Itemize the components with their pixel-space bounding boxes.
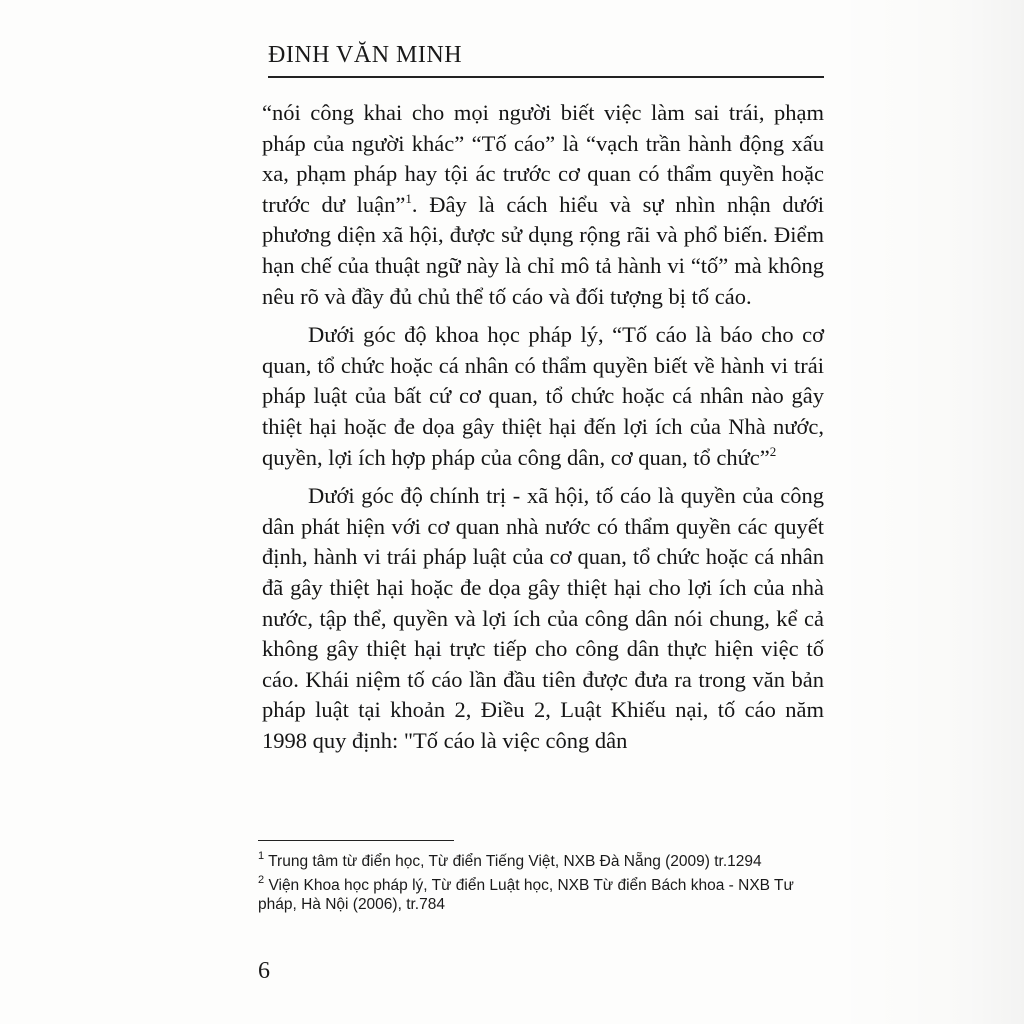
footnote-text: Trung tâm từ điển học, Từ điển Tiếng Việt, NXB Đà Nẵng (2009) tr.1294 [268, 853, 762, 870]
paragraph-2 [262, 320, 824, 473]
footnote-ref-1: 1 [405, 190, 412, 206]
paragraph-1-text-a: “nói công khai cho mọi người biết việc làm sai trái, phạm pháp của người khác” “Tố cáo” là “vạch trần hành động xấu xa, phạm pháp hay tội ác trước cơ quan có thẩm quyền hoặc trước dư luận” [262, 100, 824, 217]
footnote-ref-2: 2 [769, 443, 777, 459]
paragraph-2-text: Dưới góc độ khoa học pháp lý, “Tố cáo là báo cho cơ quan, tổ chức hoặc cá nhân có thẩm quyền biết về hành vi trái pháp luật của bất cứ cơ quan, tổ chức hoặc cá nhân nào gây thiệt hại hoặc đe dọa gây thiệt hại đến lợi ích của Nhà nước, quyền, lợi ích hợp pháp của công dân, cơ quan, tổ chức” [262, 322, 824, 470]
page-shadow [834, 0, 1024, 1024]
running-header-author: ĐINH VĂN MINH [268, 42, 463, 68]
paragraph-3-text: Dưới góc độ chính trị - xã hội, tố cáo là quyền của công dân phát hiện với cơ quan nhà nước có thẩm quyền các quyết định, hành vi trái pháp luật của cơ quan, tổ chức hoặc cá nhân đã gây thiệt hại hoặc đe dọa gây thiệt hại cho lợi ích của nhà nước, tập thể, quyền và lợi ích của công dân nói chung, kể cả không gây thiệt hại trực tiếp cho công dân thực hiện việc tố cáo. Khái niệm tố cáo lần đầu tiên được đưa ra trong văn bản pháp luật tại khoản 2, Điều 2, Luật Khiếu nại, tố cáo năm 1998 quy định: "Tố cáo là việc công dân [262, 483, 824, 753]
paragraph-1 [262, 98, 824, 312]
body-text [262, 98, 824, 764]
page-number: 6 [258, 958, 270, 984]
header-rule [268, 76, 824, 78]
footnote-number: 1 [258, 850, 265, 862]
paragraph-1-text-b: . Đây là cách hiểu và sự nhìn nhận dưới phương diện xã hội, được sử dụng rộng rãi và phổ biến. Điểm hạn chế của thuật ngữ này là chỉ mô tả hành vi “tố” mà không nêu rõ và đầy đủ chủ thể tố cáo và đối tượng bị tố cáo. [262, 191, 824, 309]
paragraph-3 [262, 481, 824, 756]
footnote-2 [258, 873, 828, 915]
footnotes [258, 852, 828, 919]
footnote-rule [258, 840, 454, 841]
footnote-1 [258, 852, 828, 872]
footnote-number: 2 [258, 873, 265, 886]
footnote-text: Viện Khoa học pháp lý, Từ điển Luật học, NXB Từ điển Bách khoa - NXB Tư pháp, Hà Nội (2006), tr.784 [258, 876, 794, 913]
